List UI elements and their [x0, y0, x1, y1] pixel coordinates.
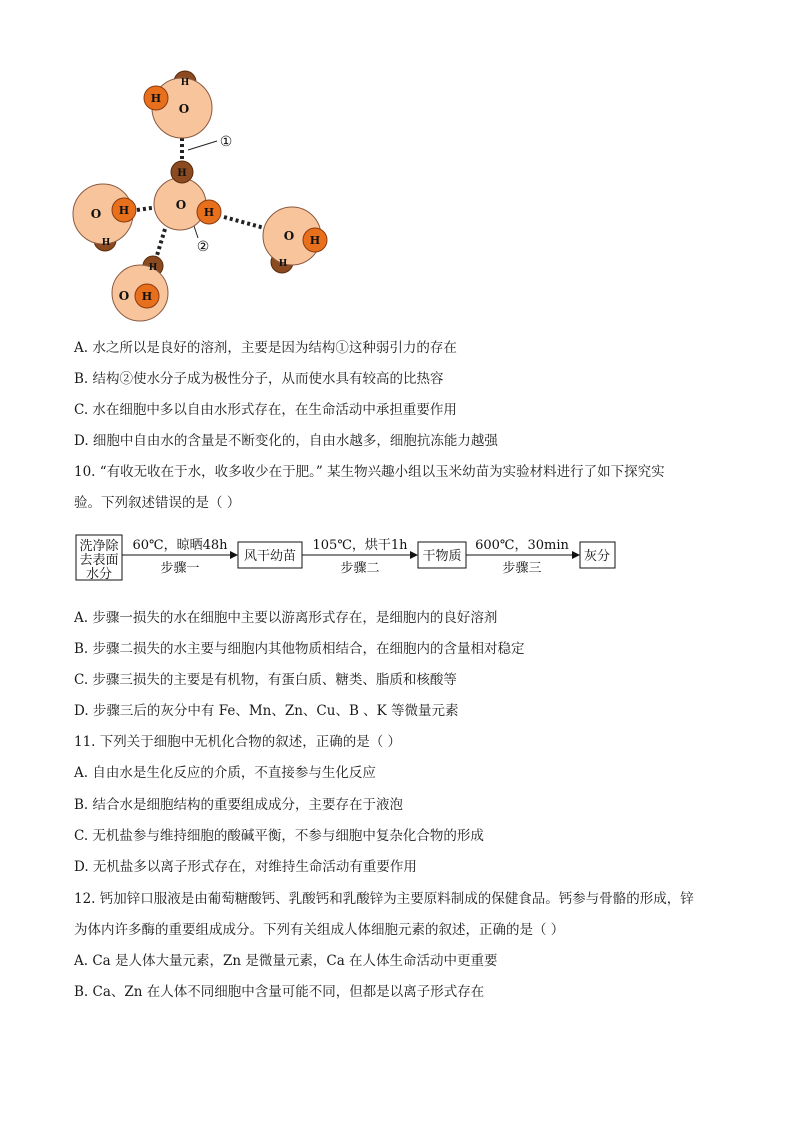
- atom-label: H: [148, 263, 158, 273]
- atom-label: O: [90, 207, 102, 221]
- q10-stem: 10. “有收无收在于水，收多收少在于肥。” 某生物兴趣小组以玉米幼苗为实验材料进行了如下探究实: [74, 464, 665, 480]
- flow-step1-name: 步骤一: [160, 561, 200, 576]
- q10-option-a: A. 步骤一损失的水在细胞中主要以游离形式存在，是细胞内的良好溶剂: [74, 610, 498, 626]
- atom-label: H: [180, 78, 190, 88]
- flow-step3-condition: 600℃，30min: [475, 538, 569, 553]
- flow-box-dry-matter-text: 干物质: [422, 549, 462, 564]
- q10-stem-cont: 验。下列叙述错误的是（ ）: [74, 495, 241, 511]
- q10-option-d: D. 步骤三后的灰分中有 Fe、Mn、Zn、Cu、B 、K 等微量元素: [74, 703, 459, 719]
- atom-label: H: [309, 234, 321, 247]
- atom-label: O: [175, 198, 187, 212]
- water-molecule-figure: [0, 0, 794, 335]
- q12-option-b: B. Ca、Zn 在人体不同细胞中含量可能不同，但都是以离子形式存在: [74, 984, 485, 1000]
- structure-label-2: ②: [196, 239, 210, 255]
- atom-label: H: [203, 206, 215, 219]
- q11-option-d: D. 无机盐多以离子形式存在，对维持生命活动有重要作用: [74, 859, 417, 875]
- atom-label: H: [118, 204, 130, 217]
- hydrogen-bond-3: [224, 217, 268, 229]
- q10-option-b: B. 步骤二损失的水主要与细胞内其他物质相结合，在细胞内的含量相对稳定: [74, 641, 525, 657]
- atom-label: H: [141, 290, 153, 303]
- flow-start-text: 水分: [85, 567, 113, 582]
- flow-step2-condition: 105℃，烘干1h: [312, 538, 408, 553]
- q9-option-b: B. 结构②使水分子成为极性分子，从而使水具有较高的比热容: [74, 371, 444, 387]
- q9-option-c: C. 水在细胞中多以自由水形式存在，在生命活动中承担重要作用: [74, 402, 457, 418]
- flow-start-text: 洗净除: [79, 539, 119, 554]
- atom-label: O: [118, 289, 130, 303]
- q11-option-b: B. 结合水是细胞结构的重要组成成分，主要存在于液泡: [74, 797, 404, 813]
- flow-box-ash-text: 灰分: [583, 549, 611, 564]
- flow-step1-condition: 60℃，晾晒48h: [132, 538, 228, 553]
- q11-option-a: A. 自由水是生化反应的介质，不直接参与生化反应: [74, 765, 376, 781]
- atom-label: O: [178, 102, 190, 116]
- atom-label: H: [101, 238, 111, 248]
- atom-label: H: [177, 168, 187, 179]
- label-1-leader: [188, 141, 217, 150]
- q9-option-a: A. 水之所以是良好的溶剂，主要是因为结构①这种弱引力的存在: [74, 340, 457, 356]
- q9-option-d: D. 细胞中自由水的含量是不断变化的，自由水越多，细胞抗冻能力越强: [74, 433, 498, 449]
- atom-label: O: [283, 229, 295, 243]
- flow-box-seedlings-text: 风干幼苗: [243, 549, 297, 564]
- q11-stem: 11. 下列关于细胞中无机化合物的叙述，正确的是（ ）: [74, 734, 402, 750]
- q12-stem: 12. 钙加锌口服液是由葡萄糖酸钙、乳酸钙和乳酸锌为主要原料制成的保健食品。钙参与骨骼的形成，锌: [74, 891, 694, 907]
- q10-flowchart: [0, 528, 794, 584]
- q12-stem-cont: 为体内许多酶的重要组成成分。下列有关组成人体细胞元素的叙述，正确的是（ ）: [74, 922, 565, 938]
- flow-step3-name: 步骤三: [502, 561, 542, 576]
- flow-start-text: 去表面: [79, 553, 119, 568]
- water-molecule-center: [154, 161, 221, 230]
- flow-step2-name: 步骤二: [340, 561, 380, 576]
- atom-label: H: [278, 259, 288, 269]
- q10-option-c: C. 步骤三损失的主要是有机物，有蛋白质、糖类、脂质和核酸等: [74, 672, 457, 688]
- atom-label: H: [150, 92, 162, 105]
- q12-option-a: A. Ca 是人体大量元素，Zn 是微量元素，Ca 在人体生命活动中更重要: [74, 953, 498, 969]
- structure-label-1: ①: [219, 134, 233, 150]
- q11-option-c: C. 无机盐参与维持细胞的酸碱平衡，不参与细胞中复杂化合物的形成: [74, 828, 484, 844]
